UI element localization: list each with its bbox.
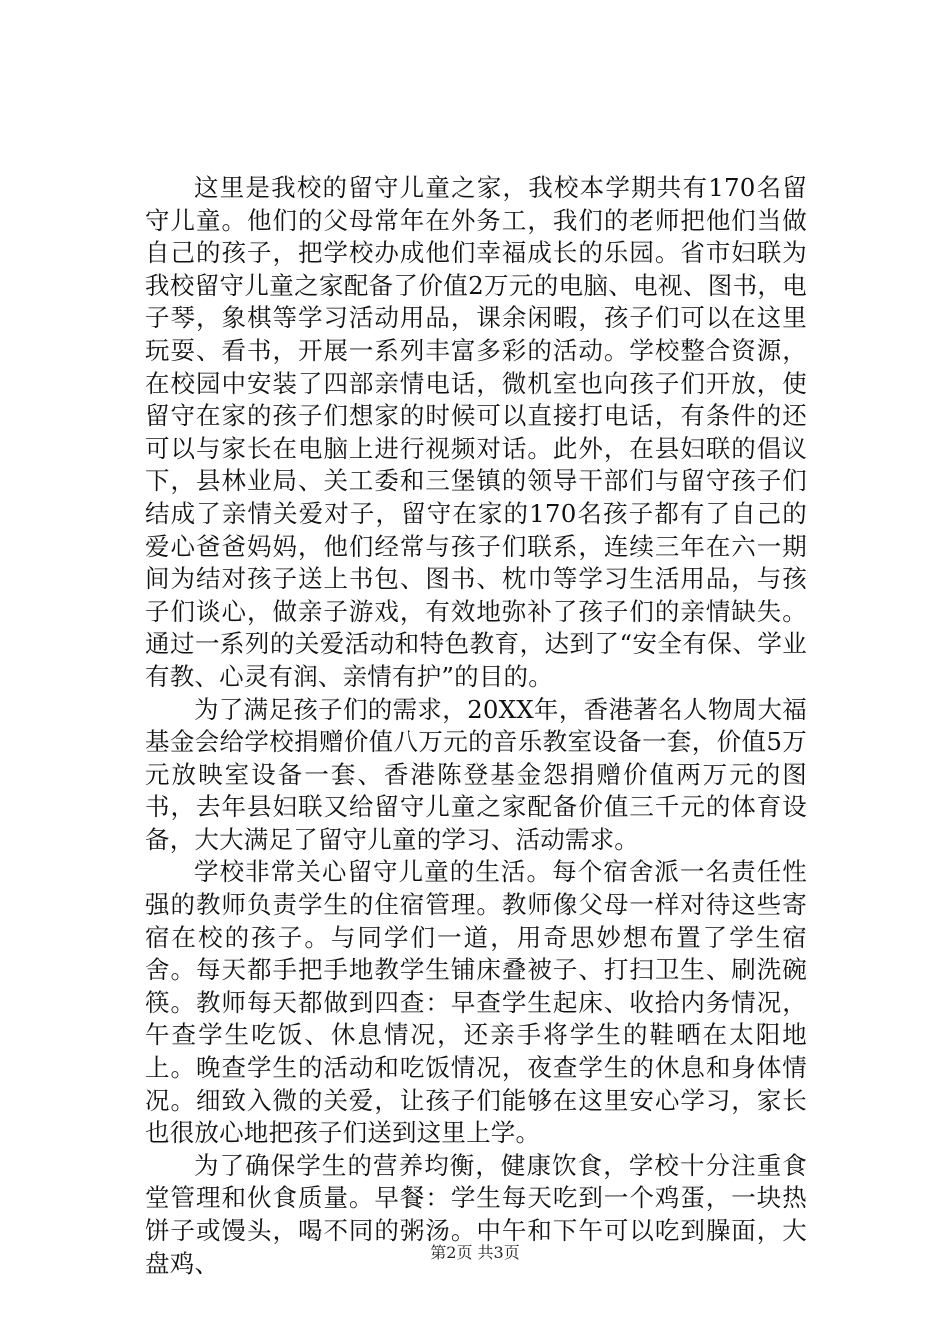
document-body bbox=[145, 172, 807, 1280]
paragraph-2: 为了满足孩子们的需求，20XX年，香港著名人物周大福基金会给学校捐赠价值八万元的音乐教室设备一套，价值5万元放映室设备一套、香港陈登基金怨捐赠价值两万元的图书，去年县妇联又给留守儿童之家配备价值三千元的体育设备，大大满足了留守儿童的学习、活动需求。 bbox=[145, 694, 807, 854]
page-number-footer: 第2页 共3页 bbox=[430, 1243, 520, 1262]
paragraph-3: 学校非常关心留守儿童的生活。每个宿舍派一名责任性强的教师负责学生的住宿管理。教师像父母一样对待这些寄宿在校的孩子。与同学们一道，用奇思妙想布置了学生宿舍。每天都手把手地教学生铺床叠被子、打扫卫生、刷洗碗筷。教师每天都做到四查：早查学生起床、收拾内务情况，午查学生吃饭、休息情况，还亲手将学生的鞋晒在太阳地上。晚查学生的活动和吃饭情况，夜查学生的休息和身体情况。细致入微的关爱，让孩子们能够在这里安心学习，家长也很放心地把孩子们送到这里上学。 bbox=[145, 857, 807, 1148]
paragraph-1: 这里是我校的留守儿童之家，我校本学期共有170名留守儿童。他们的父母常年在外务工，我们的老师把他们当做自己的孩子，把学校办成他们幸福成长的乐园。省市妇联为我校留守儿童之家配备了价值2万元的电脑、电视、图书，电子琴，象棋等学习活动用品，课余闲暇，孩子们可以在这里玩耍、看书，开展一系列丰富多彩的活动。学校整合资源，在校园中安装了四部亲情电话，微机室也向孩子们开放，使留守在家的孩子们想家的时候可以直接打电话，有条件的还可以与家长在电脑上进行视频对话。此外，在县妇联的倡议下，县林业局、关工委和三堡镇的领导干部们与留守孩子们结成了亲情关爱对子，留守在家的170名孩子都有了自己的爱心爸爸妈妈，他们经常与孩子们联系，连续三年在六一期间为结对孩子送上书包、图书、枕巾等学习生活用品，与孩子们谈心，做亲子游戏，有效地弥补了孩子们的亲情缺失。通过一系列的关爱活动和特色教育，达到了“安全有保、学业有教、心灵有润、亲情有护”的目的。 bbox=[145, 173, 807, 691]
paragraph-4: 为了确保学生的营养均衡，健康饮食，学校十分注重食堂管理和伙食质量。早餐：学生每天吃到一个鸡蛋，一块热饼子或馒头，喝不同的粥汤。中午和下午可以吃到臊面，大盘鸡、 bbox=[145, 1150, 807, 1278]
